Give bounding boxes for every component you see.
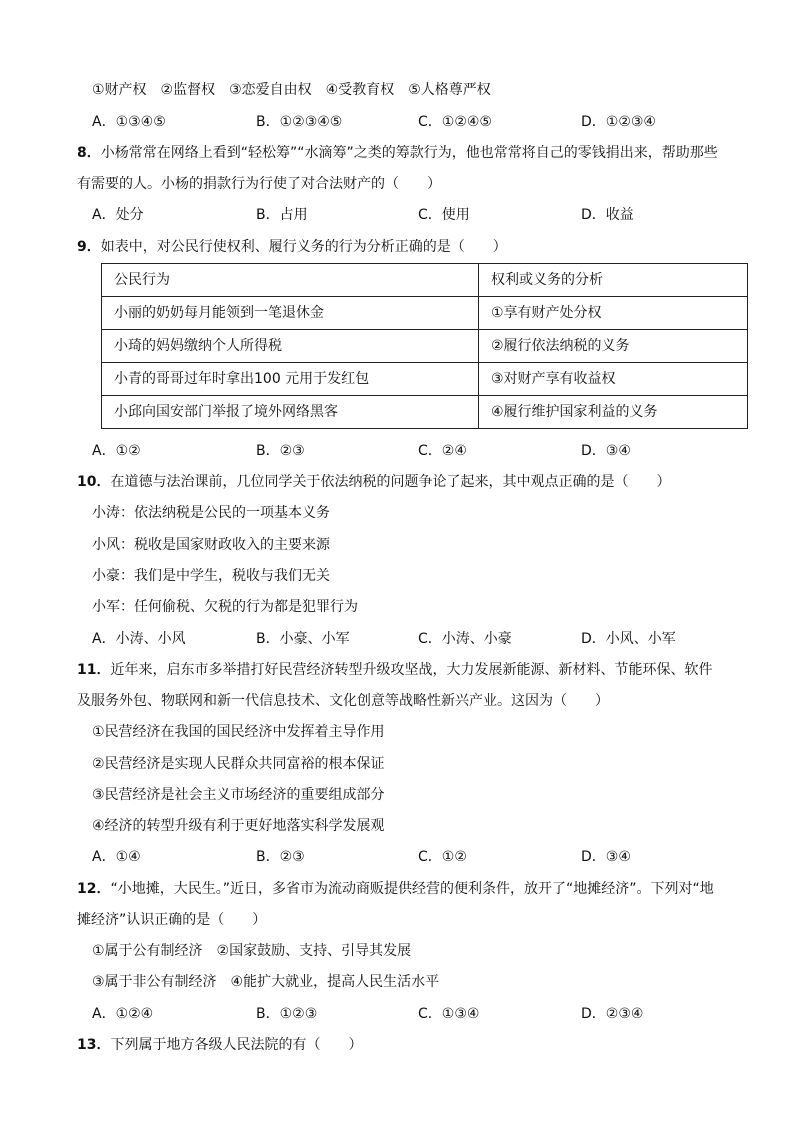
q10-option-b[interactable]: B．小豪、小军 — [256, 631, 350, 647]
q11-option-b[interactable]: B．②③ — [256, 849, 305, 865]
q7-option-b[interactable]: B．①②③④⑤ — [256, 114, 343, 130]
q9-option-c[interactable]: C．②④ — [418, 443, 467, 459]
q12-option-b[interactable]: B．①②③ — [256, 1006, 318, 1022]
table-cell: ①享有财产处分权 — [479, 297, 748, 330]
table-cell: ②履行依法纳税的义务 — [479, 330, 748, 363]
q13-number: 13． — [77, 1037, 111, 1053]
q10-options — [92, 629, 772, 649]
q10-option-a[interactable]: A．小涛、小风 — [92, 631, 186, 647]
q10-option-c[interactable]: C．小涛、小豪 — [418, 631, 512, 647]
q8-stem-line2: 有需要的人。小杨的捐款行为行使了对合法财产的（ ） — [77, 176, 441, 192]
q8-number: 8． — [77, 145, 101, 161]
q9-stem-text: 如表中，对公民行使权利、履行义务的行为分析正确的是（ ） — [100, 239, 507, 255]
q8-option-c[interactable]: C．使用 — [418, 207, 470, 223]
table-header-cell: 公民行为 — [102, 264, 479, 297]
q8-option-d[interactable]: D．收益 — [581, 207, 634, 223]
q9-stem — [77, 237, 507, 257]
q11-option-d[interactable]: D．③④ — [581, 849, 631, 865]
q7-option-c[interactable]: C．①②④⑤ — [418, 114, 492, 130]
q12-item: ③属于非公有制经济 ④能扩大就业，提高人民生活水平 — [92, 974, 440, 990]
q12-stem-line1 — [77, 879, 714, 899]
q12-item: ①属于公有制经济 ②国家鼓励、支持、引导其发展 — [92, 943, 412, 959]
q12-option-c[interactable]: C．①③④ — [418, 1006, 480, 1022]
q12-stem-text: “小地摊，大民生。”近日，多省市为流动商贩提供经营的便利条件，放开了“地摊经济”。下列对“地 — [110, 881, 714, 897]
q11-options — [92, 847, 772, 867]
table-header-row — [102, 264, 748, 297]
table-cell: 小琦的妈妈缴纳个人所得税 — [102, 330, 479, 363]
q8-stem-text: 小杨常常在网络上看到“轻松筹”“水滴筹”之类的筹款行为，他也常常将自己的零钱捐出来，帮助那些 — [100, 145, 718, 161]
q11-item: ④经济的转型升级有利于更好地落实科学发展观 — [92, 818, 385, 834]
q13-stem — [77, 1035, 362, 1055]
q13-stem-text: 下列属于地方各级人民法院的有（ ） — [110, 1037, 363, 1053]
table-row — [102, 363, 748, 396]
q7-items: ①财产权 ②监督权 ③恋爱自由权 ④受教育权 ⑤人格尊严权 — [92, 82, 491, 98]
table-cell: 小丽的奶奶每月能领到一笔退休金 — [102, 297, 479, 330]
table-cell: 小青的哥哥过年时拿出100 元用于发红包 — [102, 363, 479, 396]
q7-options — [92, 112, 772, 132]
q12-number: 12． — [77, 881, 111, 897]
q12-option-a[interactable]: A．①②④ — [92, 1006, 154, 1022]
q10-view: 小军：任何偷税、欠税的行为都是犯罪行为 — [92, 599, 358, 615]
q9-option-d[interactable]: D．③④ — [581, 443, 631, 459]
q10-stem-text: 在道德与法治课前，几位同学关于依法纳税的问题争论了起来，其中观点正确的是（ ） — [110, 474, 671, 490]
q11-option-c[interactable]: C．①② — [418, 849, 467, 865]
q8-stem-line1 — [77, 143, 718, 163]
q12-option-d[interactable]: D．②③④ — [581, 1006, 644, 1022]
table-cell: ③对财产享有收益权 — [479, 363, 748, 396]
q10-view: 小豪：我们是中学生，税收与我们无关 — [92, 568, 330, 584]
q12-stem-line2: 摊经济”认识正确的是（ ） — [77, 912, 267, 928]
q9-option-a[interactable]: A．①② — [92, 443, 141, 459]
q8-options — [92, 205, 772, 225]
q11-number: 11． — [77, 662, 111, 678]
q10-stem — [77, 472, 670, 492]
q9-number: 9． — [77, 239, 101, 255]
q10-view: 小涛：依法纳税是公民的一项基本义务 — [92, 505, 330, 521]
q10-option-d[interactable]: D．小风、小军 — [581, 631, 676, 647]
table-header-cell: 权利或义务的分析 — [479, 264, 748, 297]
q11-stem-text: 近年来，启东市多举措打好民营经济转型升级攻坚战，大力发展新能源、新材料、节能环保、软件 — [110, 662, 713, 678]
q11-item: ②民营经济是实现人民群众共同富裕的根本保证 — [92, 756, 385, 772]
q11-stem-line1 — [77, 660, 712, 680]
q8-option-b[interactable]: B．占用 — [256, 207, 308, 223]
q8-option-a[interactable]: A．处分 — [92, 207, 144, 223]
table-cell: ④履行维护国家利益的义务 — [479, 396, 748, 429]
q10-view: 小风：税收是国家财政收入的主要来源 — [92, 537, 330, 553]
table-row — [102, 297, 748, 330]
q9-table — [101, 263, 748, 429]
q11-item: ③民营经济是社会主义市场经济的重要组成部分 — [92, 787, 385, 803]
q11-option-a[interactable]: A．①④ — [92, 849, 141, 865]
q11-stem-line2: 及服务外包、物联网和新一代信息技术、文化创意等战略性新兴产业。这因为（ ） — [77, 693, 609, 709]
q12-options — [92, 1004, 772, 1024]
q7-option-a[interactable]: A．①③④⑤ — [92, 114, 166, 130]
q11-item: ①民营经济在我国的国民经济中发挥着主导作用 — [92, 724, 385, 740]
q9-options — [92, 441, 772, 461]
q10-number: 10． — [77, 474, 111, 490]
table-cell: 小邱向国安部门举报了境外网络黑客 — [102, 396, 479, 429]
table-row — [102, 396, 748, 429]
table-row — [102, 330, 748, 363]
q9-option-b[interactable]: B．②③ — [256, 443, 305, 459]
q7-option-d[interactable]: D．①②③④ — [581, 114, 656, 130]
